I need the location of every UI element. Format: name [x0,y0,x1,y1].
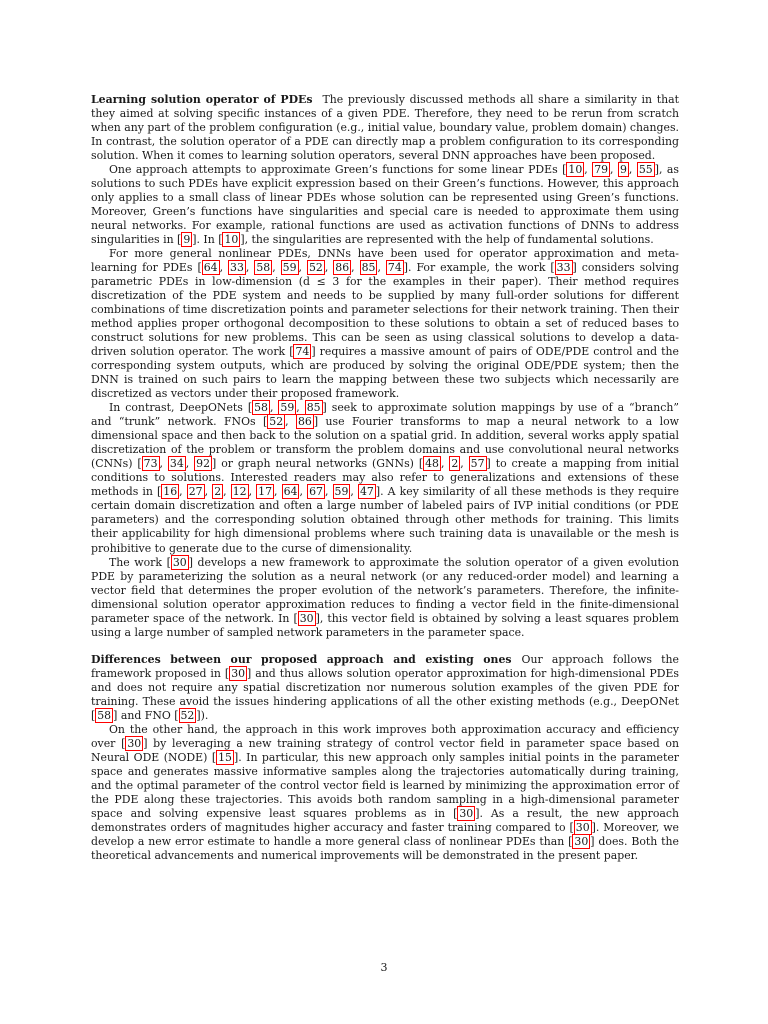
citation-link[interactable]: 52 [269,415,284,429]
citation-link[interactable]: 30 [459,806,474,820]
paragraph [91,93,679,163]
citation-link[interactable]: 55 [638,163,653,177]
citation-link[interactable]: 27 [188,485,203,499]
citation-link[interactable]: 58 [254,401,268,415]
paragraph-text: On the other hand, the approach in this work improves both approximation accuracy and efficiency over [ 30 ] by leveraging a new training strategy of control vector field in parameter space based on Neural ODE (NODE) [ 15 ]. In particular, this new approach only samples initial points in the parameter space and generates massive informative samples along the trajectories automatically during training, and the optimal parameter of the control vector field is learned by minimizing the approximation error of the PDE along these trajectories. This avoids both random sampling in a high-dimensional parameter space and solving expensive least squares problems as in [ 30 ]. As a result, the new approach demonstrates orders of magnitudes higher accuracy and faster training compared to [ 30 ]. Moreover, we develop a new error estimate to handle a more general class of nonlinear PDEs than [ 30 ] does. Both the theoretical advancements and numerical improvements will be demonstrated in the present paper. [91,722,680,862]
citation-link[interactable]: 85 [361,261,376,275]
citation-link[interactable]: 30 [575,820,590,834]
citation-link[interactable]: 9 [619,163,627,177]
section-heading: Learning solution operator of PDEs [91,93,313,106]
citation-link[interactable]: 86 [335,261,350,275]
paragraph-text: Our approach follows the framework proposed in [ 30 ] and thus allows solution operator approximation for high-dimensional PDEs and does not require any spatial discretization nor numerous solution examples of the given PDE for training. These avoid the issues hindering applications of all the other existing methods (e.g., DeepONet [ 58 ] and FNO [ 52 ]). [91,652,679,722]
citation-link[interactable]: 30 [172,555,187,569]
paragraph-text: In contrast, DeepONets [ 58 , 59 , 85 ] seek to approximate solution mappings by use of a “branch” and “trunk” network. FNOs [ 52 , 86 ] use Fourier transforms to map a neural network to a low dimensional space and then back to the solution on a spatial grid. In addition, several works apply spatial discretization of the problem or transform the problem domains and use convolutional neural networks (CNNs) [ 73 , 34 , 92 ] or graph neural networks (GNNs) [ 48 , 2 , 57 ] to create a mapping from initial conditions to solutions. Interested readers may also refer to generalizations and extensions of these methods in [ 16 , 27 , 2 , 12 , 17 , 64 , 67 , 59 , 47 ]. A key similarity of all these methods is they require certain domain discretization and often a large number of labeled pairs of IVP initial conditions (or PDE parameters) and the corresponding solution obtained through other methods for training. This limits their applicability for high dimensional problems where such training data is unavailable or the mesh is prohibitive to generate due to the curse of dimensionality. [91,401,679,555]
citation-link[interactable]: 12 [232,485,247,499]
citation-link[interactable]: 59 [334,485,349,499]
citation-link[interactable]: 47 [359,485,374,499]
citation-link[interactable]: 58 [256,261,271,275]
paragraph-text: The previously discussed methods all share a similarity in that they aimed at solving specific instances of a given PDE. Therefore, they need to be rerun from scratch when any part of the problem configuration (e.g., initial value, boundary value, problem domain) changes. In contrast, the solution operator of a PDE can directly map a problem configuration to its corresponding solution. When it comes to learning solution operators, several DNN approaches have been proposed. [91,93,679,163]
citation-link[interactable]: 15 [218,750,232,764]
paragraph [91,247,679,401]
citation-link[interactable]: 34 [169,457,184,471]
citation-link[interactable]: 67 [309,485,323,499]
paragraph [91,401,679,555]
citation-link[interactable]: 33 [556,261,571,275]
citation-link[interactable]: 10 [568,163,583,177]
citation-link[interactable]: 92 [196,457,211,471]
citation-link[interactable]: 2 [214,485,222,499]
citation-link[interactable]: 9 [183,233,191,247]
paragraph-text: The work [ 30 ] develops a new framework to approximate the solution operator of a given evolution PDE by parameterizing the solution as a neural network (or any reduced-order model) and learning a vector field that determines the proper evolution of the network’s parameters. Therefore, the infinite-dimensional solution operator approximation reduces to finding a vector field in the finite-dimensional parameter space of the network. In [ 30 ], this vector field is obtained by solving a least squares problem using a large number of sampled network parameters in the parameter space. [91,555,679,639]
paragraph [91,653,679,723]
citation-link[interactable]: 30 [299,611,314,625]
citation-link[interactable]: 64 [283,485,298,499]
paragraph-text: One approach attempts to approximate Green’s functions for some linear PDEs [ 10 , 79 , 9 , 55 ], as solutions to such PDEs have explicit expression based on their Green’s functions. However, this approach only applies to a small class of linear PDEs whose solution can be represented using Green’s functions. Moreover, Green’s functions have singularities and special care is needed to approximate them using neural networks. For example, rational functions are used as activation functions of DNNs to address singularities in [ 9 ]. In [ 10 ], the singularities are represented with the help of fundamental solutions. [91,163,679,247]
citation-link[interactable]: 57 [470,457,485,471]
citation-link[interactable]: 79 [594,163,609,177]
citation-link[interactable]: 59 [282,261,297,275]
citation-link[interactable]: 30 [231,666,246,680]
citation-link[interactable]: 30 [127,736,142,750]
citation-link[interactable]: 73 [143,457,158,471]
citation-link[interactable]: 64 [203,261,218,275]
paragraph [91,723,679,863]
paragraph-text: For more general nonlinear PDEs, DNNs have been used for operator approximation and meta-learning for PDEs [ 64 , 33 , 58 , 59 , 52 , 86 , 85 , 74 ]. For example, the work [ 33 ] considers solving parametric PDEs in low-dimension (d ≤ 3 for the examples in their paper). Their method requires discretization of the PDE system and needs to be supplied by many full-order solutions for different combinations of time discretization points and parameter selections for their network training. Then their method applies proper orthogonal decomposition to these solutions to obtain a set of reduced bases to construct solutions for new problems. This can be seen as using classical solutions to develop a data-driven solution operator. The work [ 74 ] requires a massive amount of pairs of ODE/PDE control and the corresponding system outputs, which are produced by solving the original ODE/PDE system; then the DNN is trained on such pairs to learn the mapping between these two subjects which necessarily are discretized as vectors under their proposed framework. [91,247,679,401]
citation-link[interactable]: 74 [295,345,310,359]
paragraph [91,163,679,247]
citation-link[interactable]: 86 [298,415,312,429]
citation-link[interactable]: 58 [97,708,112,722]
citation-link[interactable]: 16 [163,485,178,499]
citation-link[interactable]: 33 [230,261,244,275]
citation-link[interactable]: 2 [451,457,459,471]
citation-link[interactable]: 52 [180,708,195,722]
paragraph [91,556,679,640]
citation-link[interactable]: 10 [224,233,239,247]
citation-link[interactable]: 48 [425,457,439,471]
citation-link[interactable]: 52 [308,261,323,275]
page-number: 3 [380,961,388,974]
citation-link[interactable]: 85 [306,401,321,415]
section-heading: Differences between our proposed approach and existing ones [91,652,512,666]
paper-body [91,93,679,863]
citation-link[interactable]: 59 [280,401,295,415]
citation-link[interactable]: 74 [387,261,402,275]
citation-link[interactable]: 17 [258,485,273,499]
citation-link[interactable]: 30 [574,834,589,848]
